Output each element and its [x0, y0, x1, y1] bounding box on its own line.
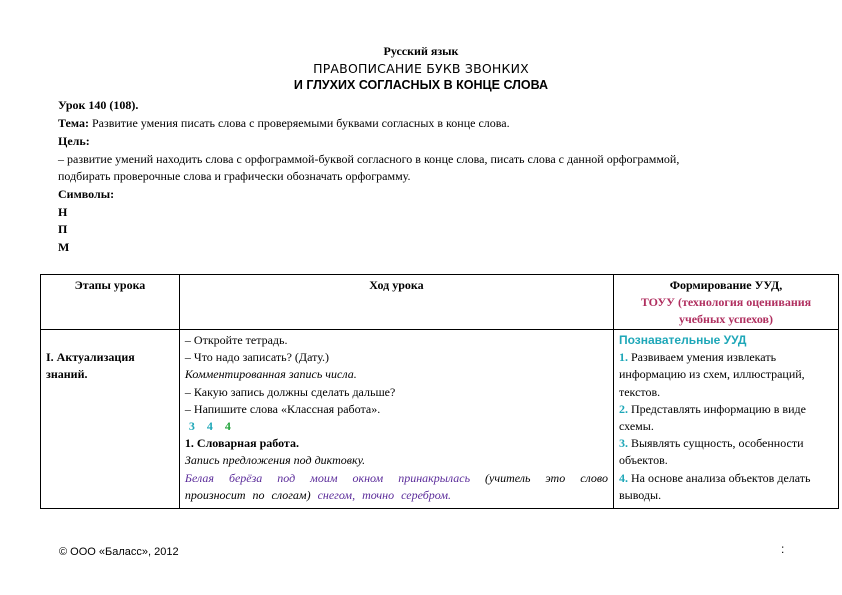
- lesson-number: Урок 140 (108).: [58, 98, 139, 112]
- theme-text: Развитие умения писать слова с проверяемыми буквами согласных в конце слова.: [88, 116, 510, 130]
- lesson-title-line1: ПРАВОПИСАНИЕ БУКВ ЗВОНКИХ: [313, 61, 529, 76]
- header-uud-line2: ТОУУ (технология оценивания: [640, 295, 812, 309]
- header-uud-line3: учебных успехов): [678, 312, 774, 326]
- sentence-part: Белая берёза под моим окном принакрылась: [184, 470, 471, 485]
- uud-cell: [613, 330, 838, 509]
- number-badge: 4: [224, 419, 231, 434]
- goal-line1: – развитие умений находить слова с орфограммой-буквой согласного в конце слова, писать слова с данной орфограммой,: [58, 152, 680, 166]
- header-course: Ход урока: [179, 275, 613, 330]
- goal-line2: подбирать проверочные слова и графически обозначать орфограмму.: [58, 169, 411, 183]
- lesson-table: [40, 274, 839, 509]
- lesson-title-line2: И ГЛУХИХ СОГЛАСНЫХ В КОНЦЕ СЛОВА: [293, 78, 549, 92]
- uud-item-text: Представлять информацию в виде схемы.: [618, 401, 806, 434]
- dictation-note: Запись предложения под диктовку.: [184, 453, 366, 468]
- uud-item: [619, 470, 833, 504]
- course-line: – Откройте тетрадь.: [184, 333, 288, 347]
- course-line: – Какую запись должны сделать дальше?: [184, 384, 396, 399]
- copyright-footer: © ООО «Баласс», 2012: [59, 546, 179, 558]
- uud-item: [619, 349, 833, 401]
- section-title: 1. Словарная работа.: [184, 436, 299, 451]
- uud-item-number: 4.: [618, 470, 628, 485]
- uud-item-number: 3.: [618, 436, 628, 451]
- header-stages: Этапы урока: [41, 275, 180, 330]
- uud-item-number: 1.: [618, 350, 628, 365]
- symbol-numbers: [185, 418, 608, 435]
- symbol-m: М: [58, 240, 70, 254]
- uud-item: [619, 401, 833, 435]
- course-line: Комментированная запись числа.: [184, 367, 357, 382]
- uud-item-number: 2.: [618, 401, 628, 416]
- sentence-teacher-note: (учитель это слово произносит по слогам): [184, 470, 608, 502]
- symbol-n: Н: [58, 205, 68, 219]
- course-line: – Напишите слова «Классная работа».: [184, 401, 381, 416]
- header-uud: [613, 275, 838, 330]
- uud-title: Познавательные УУД: [618, 333, 747, 347]
- goal-label: Цель:: [58, 134, 90, 148]
- uud-item: [619, 435, 833, 469]
- dictation-sentence: [185, 470, 608, 504]
- sentence-part: снегом, точно серебром.: [317, 487, 451, 502]
- symbols-label: Символы:: [58, 187, 115, 201]
- stage-cell: I. Актуализация знаний.: [41, 330, 180, 509]
- number-badge: 3: [188, 419, 195, 434]
- uud-item-text: На основе анализа объектов делать выводы.: [618, 470, 811, 502]
- theme-label: Тема:: [58, 116, 89, 130]
- table-header-row: [41, 275, 839, 330]
- subject-title: Русский язык: [383, 44, 459, 58]
- course-line: – Что надо записать? (Дату.): [184, 350, 330, 365]
- number-badge: 4: [206, 419, 213, 434]
- uud-item-text: Развиваем умения извлекать информацию из схем, иллюстраций, текстов.: [618, 350, 805, 399]
- course-cell: [179, 330, 613, 509]
- uud-item-text: Выявлять сущность, особенности объектов.: [618, 436, 804, 468]
- table-row: [41, 330, 839, 509]
- theme-line: [58, 116, 510, 131]
- header-uud-line1: Формирование УУД,: [669, 278, 783, 292]
- footer-mark: :: [781, 542, 785, 556]
- symbol-p: П: [58, 222, 68, 236]
